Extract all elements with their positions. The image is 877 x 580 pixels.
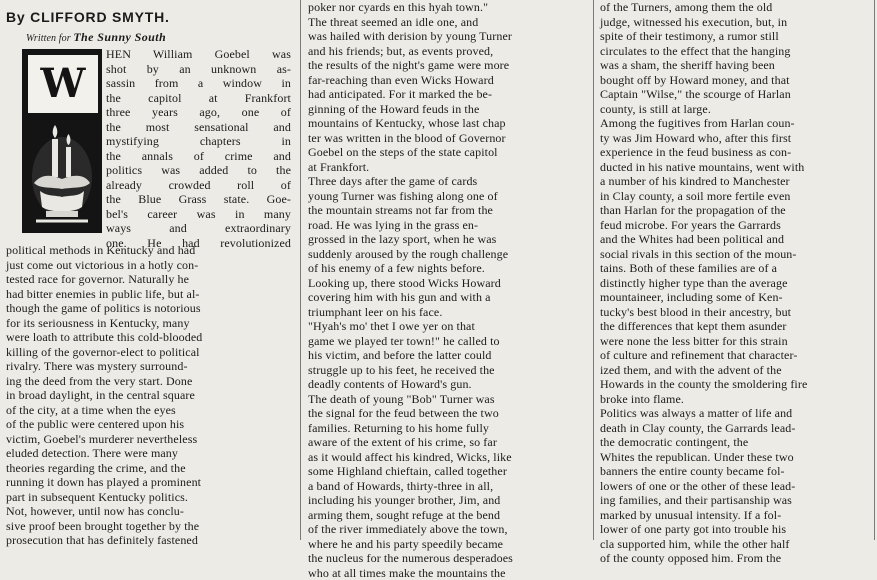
text-line: politics was added to the xyxy=(106,163,291,178)
text-line: triumphant leer on his face. xyxy=(308,305,590,320)
article-body xyxy=(308,0,590,580)
text-line: grossed in the lazy sport, when he was xyxy=(308,232,590,247)
text-line: broke into flame. xyxy=(600,392,872,407)
text-line: prosecution that has definitely fastened xyxy=(6,533,291,548)
text-line: county, is still at large. xyxy=(600,102,872,117)
text-line: ways and extraordinary xyxy=(106,221,291,236)
text-line: of culture and refinement that character- xyxy=(600,348,872,363)
text-line: eluded detection. There were many xyxy=(6,446,291,461)
text-line: had bitter enemies in public life, but al- xyxy=(6,287,291,302)
text-line: of the county opposed him. From the xyxy=(600,551,872,566)
credit-line xyxy=(26,31,291,43)
text-line: struggle up to his feet, he received the xyxy=(308,363,590,378)
text-line: the signal for the feud between the two xyxy=(308,406,590,421)
text-line: ducted in his native mountains, went with xyxy=(600,160,872,175)
text-line: just come out victorious in a hotly con- xyxy=(6,258,291,273)
text-line: ing families, and their partisanship was xyxy=(600,493,872,508)
text-line: running it down has played a prominent xyxy=(6,475,291,490)
text-line: the most sensational and xyxy=(106,120,291,135)
text-line: arming them, sought refuge at the bend xyxy=(308,508,590,523)
text-line: his victim, and before the latter could xyxy=(308,348,590,363)
text-line: judge, witnessed his execution, but, in xyxy=(600,15,872,30)
text-line: bel's career was in many xyxy=(106,207,291,222)
text-line: ginning of the Howard feuds in the xyxy=(308,102,590,117)
drop-cap-box xyxy=(27,54,99,114)
text-line: the mountain streams not far from the xyxy=(308,203,590,218)
text-line: game we played ter town!" he called to xyxy=(308,334,590,349)
text-line: banners the entire county became fol- xyxy=(600,464,872,479)
text-line: of the Turners, among them the old xyxy=(600,0,872,15)
text-line: Three days after the game of cards xyxy=(308,174,590,189)
column-3 xyxy=(600,0,872,540)
column-1 xyxy=(6,0,291,540)
text-line: the results of the night's game were more xyxy=(308,58,590,73)
article-body xyxy=(600,0,872,566)
text-line: bought off by Howard money, and that xyxy=(600,73,872,88)
text-line: of his enemy of a few nights before. xyxy=(308,261,590,276)
text-line: sive proof been brought together by the xyxy=(6,519,291,534)
text-line: political methods in Kentucky and had xyxy=(6,243,291,258)
text-line: some Highland chieftain, called together xyxy=(308,464,590,479)
text-line: covering him with his gun and with a xyxy=(308,290,590,305)
text-line: death in Clay county, the Garrards lead- xyxy=(600,421,872,436)
text-line: tains. Both of these families are of a xyxy=(600,261,872,276)
text-line: in broad daylight, in the central square xyxy=(6,388,291,403)
text-line: mystifying chapters in xyxy=(106,134,291,149)
credit-prefix: Written for xyxy=(26,33,71,44)
text-line: killing of the governor-elect to political xyxy=(6,345,291,360)
text-line: Not, however, until now has conclu- xyxy=(6,504,291,519)
article-body xyxy=(6,243,291,548)
text-line: at Frankfort. xyxy=(308,160,590,175)
text-line: was a sham, the sheriff having been xyxy=(600,58,872,73)
lead-paragraph xyxy=(6,47,291,243)
text-line: Captain "Wilse," the scourge of Harlan xyxy=(600,87,872,102)
text-line: lower of one party got into trouble his xyxy=(600,522,872,537)
text-line: as it would affect his kindred, Wicks, like xyxy=(308,450,590,465)
text-line: social rivals in this section of the moun- xyxy=(600,247,872,262)
text-line: suddenly aroused by the rough challenge xyxy=(308,247,590,262)
text-line: deadly contents of Howard's gun. xyxy=(308,377,590,392)
text-line: Goebel on the steps of the state capitol xyxy=(308,145,590,160)
text-line: was hailed with derision by young Turner xyxy=(308,29,590,44)
wrapped-text xyxy=(106,47,291,250)
text-line: Politics was always a matter of life and xyxy=(600,406,872,421)
text-line: Whites the republican. Under these two xyxy=(600,450,872,465)
text-line: circulates to the effect that the hanging xyxy=(600,44,872,59)
text-line: than Harlan for the propagation of the xyxy=(600,203,872,218)
text-line: though the game of politics is notorious xyxy=(6,301,291,316)
text-line: The death of young "Bob" Turner was xyxy=(308,392,590,407)
text-line: the democratic contingent, the xyxy=(600,435,872,450)
candle-vignette-icon xyxy=(26,117,98,229)
column-rule xyxy=(300,0,301,540)
text-line: mountaineer, including some of Ken- xyxy=(600,290,872,305)
text-line: poker nor cyards en this hyah town." xyxy=(308,0,590,15)
text-line: young Turner was fishing along one of xyxy=(308,189,590,204)
text-line: sassin from a window in xyxy=(106,76,291,91)
text-line: one. He had revolutionized xyxy=(106,236,291,251)
text-line: shot by an unknown as- xyxy=(106,62,291,77)
text-line: marked by unusual intensity. If a fol- xyxy=(600,508,872,523)
text-line: the annals of crime and xyxy=(106,149,291,164)
newspaper-name: The Sunny South xyxy=(73,30,166,44)
text-line: of the city, at a time when the eyes xyxy=(6,403,291,418)
text-line: including his younger brother, Jim, and xyxy=(308,493,590,508)
text-line: victim, Goebel's murderer nevertheless xyxy=(6,432,291,447)
text-line: had anticipated. For it marked the be- xyxy=(308,87,590,102)
text-line: the capitol at Frankfort xyxy=(106,91,291,106)
text-line: part in subsequent Kentucky politics. xyxy=(6,490,291,505)
text-line: were none the less bitter for this strain xyxy=(600,334,872,349)
text-line: three years ago, one of xyxy=(106,105,291,120)
text-line: Among the fugitives from Harlan coun- xyxy=(600,116,872,131)
text-line: far-reaching than even Wicks Howard xyxy=(308,73,590,88)
text-line: of the public were centered upon his xyxy=(6,417,291,432)
text-line: tested race for governor. Naturally he xyxy=(6,272,291,287)
text-line: road. He was lying in the grass en- xyxy=(308,218,590,233)
text-line: theories regarding the crime, and the xyxy=(6,461,291,476)
text-line: a band of Howards, thirty-three in all, xyxy=(308,479,590,494)
text-line: tucky's best blood in their ancestry, but xyxy=(600,305,872,320)
text-line: were loath to attribute this cold-blooded xyxy=(6,330,291,345)
column-rule xyxy=(593,0,594,540)
text-line: aware of the extent of his crime, so far xyxy=(308,435,590,450)
text-line: "Hyah's mo' thet I owe yer on that xyxy=(308,319,590,334)
text-line: ing the deed from the very start. Done xyxy=(6,374,291,389)
text-line: spite of their testimony, a rumor still xyxy=(600,29,872,44)
text-line: feud microbe. For years the Garrards xyxy=(600,218,872,233)
text-line: distinctly higher type than the average xyxy=(600,276,872,291)
text-line: in Clay county, a soil more fertile even xyxy=(600,189,872,204)
text-line: and the Whites had been political and xyxy=(600,232,872,247)
text-line: the differences that kept them asunder xyxy=(600,319,872,334)
text-line: Howards in the county the smoldering fire xyxy=(600,377,872,392)
text-line: of the river immediately above the town, xyxy=(308,522,590,537)
text-line: ter was written in the blood of Governor xyxy=(308,131,590,146)
text-line: a number of his kindred to Manchester xyxy=(600,174,872,189)
drop-cap-letter: W xyxy=(40,64,85,104)
text-line: cla supported him, while the other half xyxy=(600,537,872,552)
column-2 xyxy=(308,0,590,540)
text-line: where he and his party speedily became xyxy=(308,537,590,552)
text-line: rivalry. There was mystery surround- xyxy=(6,359,291,374)
text-line: ty was Jim Howard who, after this first xyxy=(600,131,872,146)
column-rule xyxy=(874,0,875,540)
text-line: The threat seemed an idle one, and xyxy=(308,15,590,30)
text-line: ized them, and with the advent of the xyxy=(600,363,872,378)
text-line: and his friends; but, as events proved, xyxy=(308,44,590,59)
text-line: experience in the feud business as con- xyxy=(600,145,872,160)
text-line: already crowded roll of xyxy=(106,178,291,193)
drop-cap-illustration xyxy=(22,49,102,233)
text-line: mountains of Kentucky, whose last chap xyxy=(308,116,590,131)
text-line: HEN William Goebel was xyxy=(106,47,291,62)
text-line: the Blue Grass state. Goe- xyxy=(106,192,291,207)
text-line: Looking up, there stood Wicks Howard xyxy=(308,276,590,291)
text-line: who at all times make the mountains the xyxy=(308,566,590,580)
text-line: families. Returning to his home fully xyxy=(308,421,590,436)
text-line: the nucleus for the numerous desperadoes xyxy=(308,551,590,566)
byline: By CLIFFORD SMYTH. xyxy=(6,9,291,25)
text-line: for its seriousness in Kentucky, many xyxy=(6,316,291,331)
text-line: lowers of one or the other of these lead- xyxy=(600,479,872,494)
